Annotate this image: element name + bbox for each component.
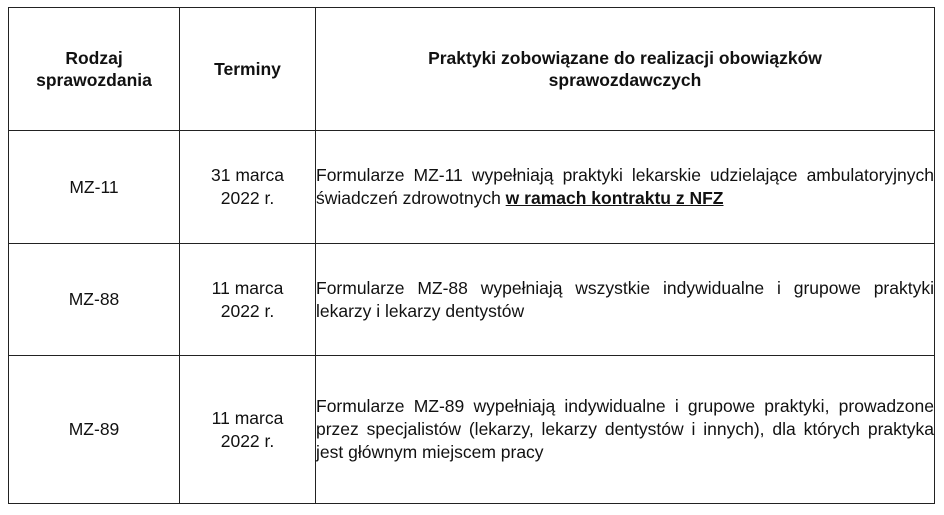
header-report-type-line1: Rodzaj [65, 48, 123, 68]
reporting-table [8, 7, 935, 504]
description-text: Formularze MZ-89 wypełniają indywidualne i grupowe praktyki, prowadzone przez specjalistów (lekarzy, lekarzy dentystów i innych), dla których praktyka jest głównym miejscem pracy [316, 396, 934, 462]
deadline-year: 2022 r. [220, 188, 275, 208]
description-cell [316, 131, 935, 244]
header-practices [316, 8, 935, 131]
deadline-day: 31 marca [211, 165, 284, 185]
deadline-day: 11 marca [211, 277, 284, 298]
deadline-day: 11 marca [211, 407, 284, 428]
description-main: Formularze MZ-11 wypełniają praktyki lekarskie udzielające ambulatoryjnych świadczeń zdrowotnych [316, 165, 934, 208]
report-type-cell: MZ-11 [9, 131, 180, 244]
deadline-year: 2022 r. [220, 300, 275, 321]
description-cell [316, 244, 935, 356]
report-type-cell: MZ-89 [9, 356, 180, 504]
deadline-cell [180, 131, 316, 244]
header-report-type-line2: sprawozdania [36, 70, 152, 90]
table-row [9, 356, 935, 504]
deadline-cell [180, 356, 316, 504]
header-practices-line1: Praktyki zobowiązane do realizacji obowiązków [428, 48, 822, 68]
description-text [316, 164, 934, 210]
header-deadline [180, 8, 316, 131]
report-type-cell: MZ-88 [9, 244, 180, 356]
header-deadline-label: Terminy [214, 59, 281, 79]
description-text: Formularze MZ-88 wypełniają wszystkie indywidualne i grupowe praktyki lekarzy i lekarzy dentystów [316, 277, 934, 321]
description-emphasis: w ramach kontraktu z NFZ [505, 188, 724, 208]
table-row [9, 244, 935, 356]
header-practices-line2: sprawozdawczych [548, 70, 702, 90]
header-report-type [9, 8, 180, 131]
description-cell [316, 356, 935, 504]
deadline-year: 2022 r. [220, 430, 275, 451]
table-header-row [9, 8, 935, 131]
deadline-cell [180, 244, 316, 356]
table-row [9, 131, 935, 244]
